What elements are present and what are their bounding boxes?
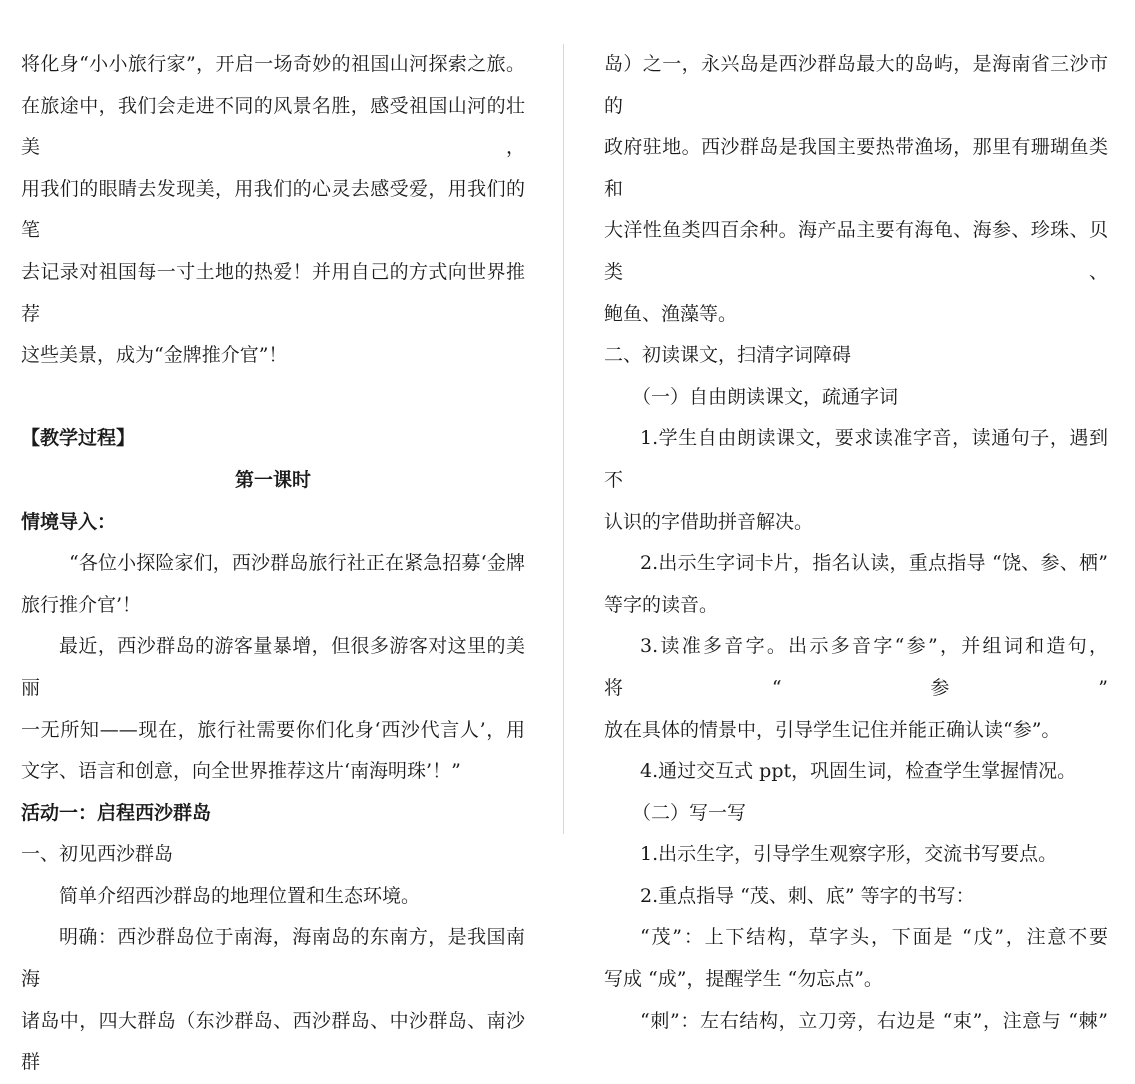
list-item-line: 认识的字借助拼音解决。: [604, 510, 814, 533]
list-item-line: 4.通过交互式 ppt，巩固生词，检查学生掌握情况。: [640, 760, 1077, 783]
list-item-line: 2.出示生字词卡片，指名认读，重点指导 “饶、参、栖”: [640, 552, 1108, 575]
intro-line: 在旅途中，我们会走进不同的风景名胜，感受祖国山河的壮美，: [21, 94, 525, 159]
subsection-heading: （一）自由朗读课文，疏通字词: [632, 385, 899, 408]
paragraph-line: “刺”：左右结构，立刀旁，右边是 “束”，注意与 “棘”: [640, 1009, 1108, 1032]
quote-line: 文字、语言和创意，向全世界推荐这片‘南海明珠’！”: [21, 760, 461, 783]
intro-line: 去记录对祖国每一寸土地的热爱！并用自己的方式向世界推荐: [21, 260, 525, 325]
paragraph-line: 大洋性鱼类四百余种。海产品主要有海龟、海参、珍珠、贝类、: [604, 219, 1108, 283]
paragraph-line: 诸岛中，四大群岛（东沙群岛、西沙群岛、中沙群岛、南沙群: [21, 1009, 525, 1074]
activity-heading: 活动一：启程西沙群岛: [21, 801, 212, 824]
list-item-line: 1.出示生字，引导学生观察字形，交流书写要点。: [640, 843, 1058, 866]
scenario-label: 情境导入：: [21, 510, 117, 533]
intro-line: 用我们的眼睛去发现美，用我们的心灵去感受爱，用我们的笔: [21, 177, 525, 242]
intro-line: 这些美景，成为“金牌推介官”！: [21, 344, 288, 367]
quote-line: 最近，西沙群岛的游客量暴增，但很多游客对这里的美丽: [21, 635, 525, 699]
paragraph-line: 写成 “成”，提醒学生 “勿忘点”。: [604, 968, 883, 991]
intro-line: 将化身“小小旅行家”，开启一场奇妙的祖国山河探索之旅。: [21, 53, 525, 75]
subsection-heading: 一、初见西沙群岛: [21, 843, 174, 866]
quote-line: 旅行推介官’！: [21, 593, 142, 616]
left-column: [21, 44, 525, 1084]
column-divider: [563, 44, 564, 834]
paragraph-line: 政府驻地。西沙群岛是我国主要热带渔场，那里有珊瑚鱼类和: [604, 136, 1108, 200]
subsection-heading: （二）写一写: [632, 801, 747, 824]
list-item-line: 等字的读音。: [604, 593, 719, 616]
quote-line: 一无所知——现在，旅行社需要你们化身‘西沙代言人’，用: [21, 718, 525, 741]
list-item-line: 放在具体的情景中，引导学生记住并能正确认读“参”。: [604, 718, 1061, 741]
list-item-line: 1.学生自由朗读课文，要求读准字音，读通句子，遇到不: [604, 427, 1108, 491]
list-item-line: 3.读准多音字。出示多音字“参”，并组词和造句，将“参”: [604, 635, 1108, 699]
paragraph-line: 明确：西沙群岛位于南海，海南岛的东南方，是我国南海: [21, 926, 525, 991]
list-item-line: 2.重点指导 “茂、刺、底” 等字的书写：: [640, 884, 975, 907]
blank-line: [21, 377, 525, 419]
paragraph-line: 岛）之一，永兴岛是西沙群岛最大的岛屿，是海南省三沙市的: [604, 53, 1108, 117]
section-heading: 【教学过程】: [21, 427, 136, 450]
paragraph-line: 鲍鱼、渔藻等。: [604, 302, 738, 325]
paragraph-line: “茂”：上下结构，草字头，下面是 “戊”，注意不要: [640, 926, 1108, 949]
right-column: [604, 44, 1108, 1042]
quote-line: “各位小探险家们，西沙群岛旅行社正在紧急招募‘金牌: [69, 552, 525, 575]
section-heading: 二、初读课文，扫清字词障碍: [604, 344, 852, 367]
paragraph: 简单介绍西沙群岛的地理位置和生态环境。: [59, 884, 421, 907]
lesson-title: 第一课时: [234, 468, 311, 491]
